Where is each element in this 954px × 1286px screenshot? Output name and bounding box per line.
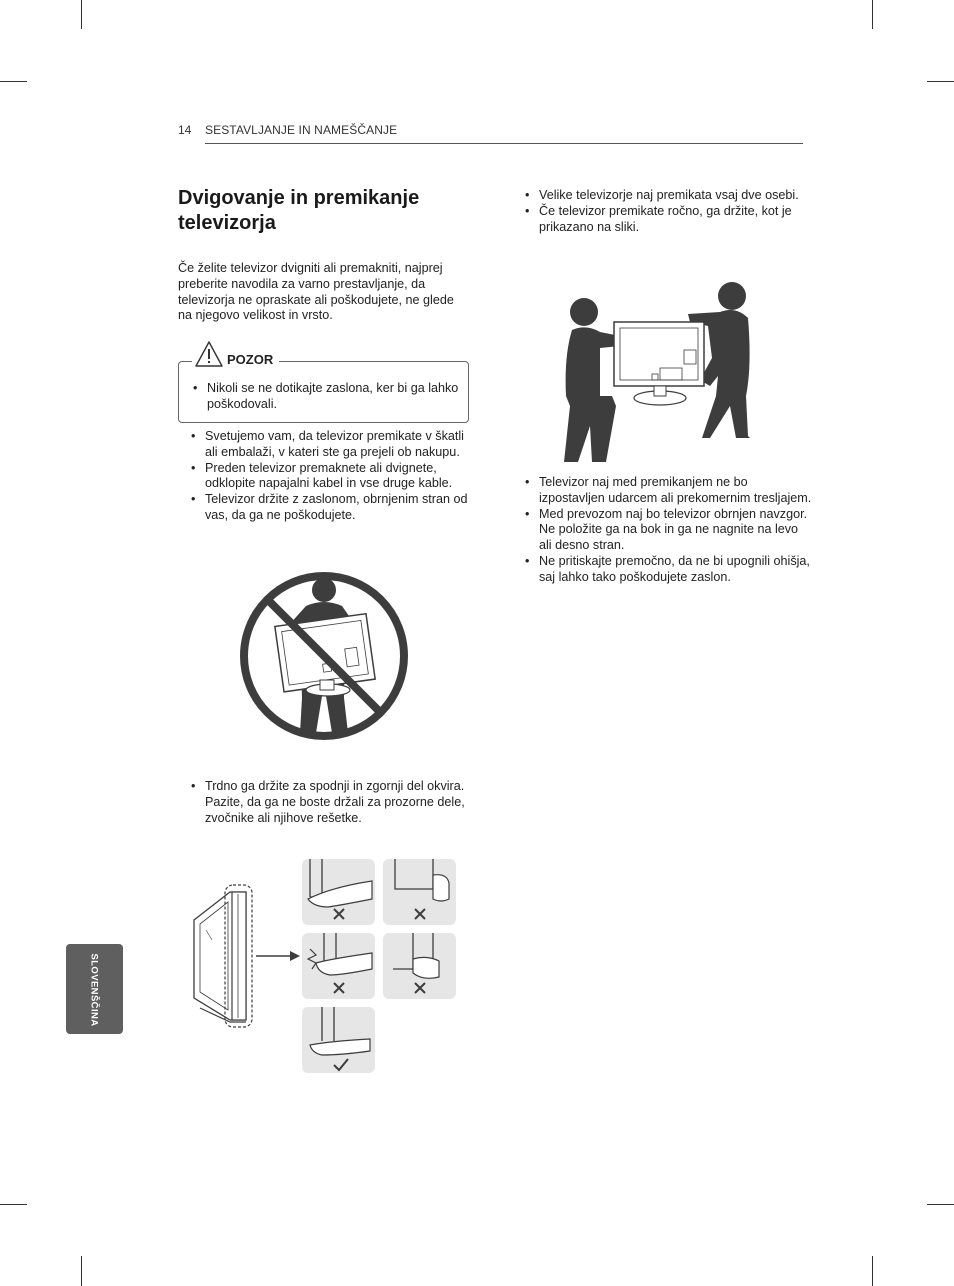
grip-tile-grill-wrong (383, 933, 456, 999)
left-bullet-list-1 (189, 429, 474, 524)
bullet-item: • Televizor naj med premikanjem ne bo izpostavljen udarcem ali prekomernim tresljajem. (523, 475, 813, 507)
page-number: 14 (178, 123, 192, 137)
crop-mark (872, 0, 873, 29)
page-title: Dvigovanje in premikanje televizorja (178, 187, 420, 234)
bullet-item: • Svetujemo vam, da televizor premikate v škatli ali embalaži, v kateri ste ga prejeli ob nakupu. (189, 429, 474, 461)
cross-mark-icon (334, 909, 344, 919)
crop-mark (927, 81, 954, 82)
bullet-item: • Televizor držite z zaslonom, obrnjenim stran od vas, da ga ne poškodujete. (189, 492, 474, 524)
check-mark-icon (334, 1059, 348, 1070)
cross-mark-icon (415, 983, 425, 993)
crop-mark (0, 1204, 27, 1205)
bullet-item: • Preden televizor premaknete ali dvignete, odklopite napajalni kabel in vse druge kable. (189, 461, 474, 493)
cross-mark-icon (334, 983, 344, 993)
caution-list (191, 381, 461, 413)
bullet-item: • Nikoli se ne dotikajte zaslona, ker bi ga lahko poškodovali. (191, 381, 461, 413)
section-title: SESTAVLJANJE IN NAMEŠČANJE (205, 123, 398, 137)
crop-mark (0, 81, 27, 82)
crop-mark (81, 1256, 82, 1286)
right-bullet-list-2 (523, 475, 813, 586)
grip-tile-speaker-wrong (302, 933, 375, 999)
grip-tile-side-fist-wrong (383, 859, 456, 925)
grip-tile-correct (302, 1007, 375, 1073)
language-label: SLOVENŠČINA (88, 953, 100, 1027)
intro-paragraph: Če želite televizor dvigniti ali premakniti, najprej preberite navodila za varno prestavljanje, da televizorja ne opraskate ali poškodujete, ne glede na njegovo velikost in vrsto. (178, 261, 454, 323)
header-divider (205, 143, 803, 144)
caution-label: POZOR (227, 352, 274, 367)
bullet-item: • Velike televizorje naj premikata vsaj dve osebi. (523, 188, 813, 204)
grip-tile-bottom-palm-wrong (302, 859, 375, 925)
language-side-tab (66, 944, 123, 1034)
bullet-item: • Med prevozom naj bo televizor obrnjen navzgor. Ne položite ga na bok in ga ne nagnite na levo ali desno stran. (523, 507, 813, 554)
bullet-item: • Če televizor premikate ročno, ga držite, kot je prikazano na sliki. (523, 204, 813, 236)
caution-box (178, 361, 469, 423)
two-person-carry-illustration (560, 276, 756, 466)
cross-mark-icon (415, 909, 425, 919)
tv-frame-side-illustration (190, 880, 302, 1030)
bullet-item: • Trdno ga držite za spodnji in zgornji del okvira. Pazite, da ga ne boste držali za prozorne dele, zvočnike ali njihove rešetke. (189, 779, 474, 826)
crop-mark (81, 0, 82, 29)
crop-mark (872, 1256, 873, 1286)
caution-header (192, 338, 279, 368)
warning-triangle-icon (194, 340, 224, 368)
left-bullet-list-2 (189, 779, 474, 826)
bullet-item: • Ne pritiskajte premočno, da ne bi upognili ohišja, saj lahko tako poškodujete zaslon. (523, 554, 813, 586)
prohibited-carry-illustration (236, 568, 412, 744)
crop-mark (927, 1204, 954, 1205)
right-bullet-list-1 (523, 188, 813, 235)
